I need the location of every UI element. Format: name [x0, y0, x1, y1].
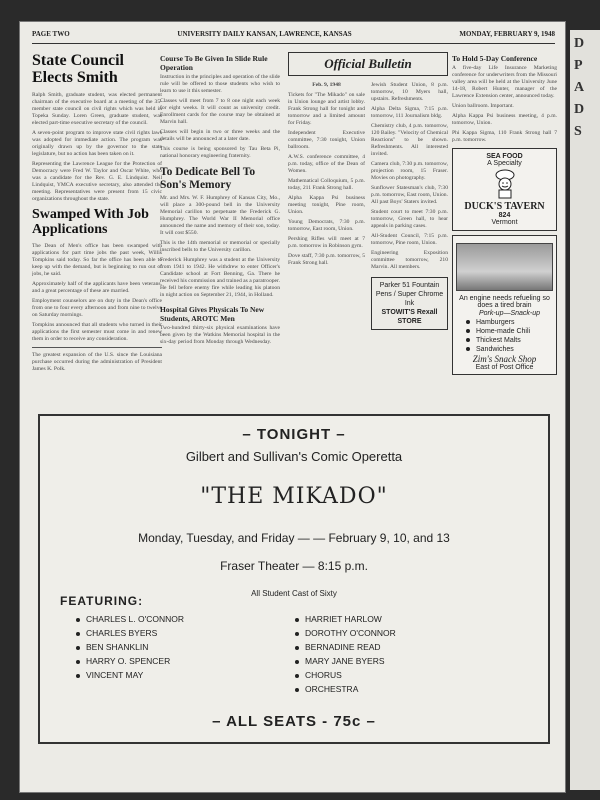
cast-member: CHORUS — [295, 668, 396, 682]
cast-member: BEN SHANKLIN — [76, 640, 184, 654]
headline-conference: To Hold 5-Day Conference — [452, 54, 538, 63]
ad-dates: Monday, Tuesday, and Friday — — February 9, 10, and 13 — [138, 531, 450, 545]
chef-icon — [492, 169, 518, 199]
bullet-icon — [295, 646, 299, 650]
article-text: Instruction in the principles and operation of the slide rule will be offered to those students who wish to learn to use it this semester. — [160, 74, 280, 94]
bullet-icon — [295, 688, 299, 692]
stowits-ad — [371, 277, 448, 330]
ad-address: 824 — [498, 212, 511, 219]
ad-tonight: – TONIGHT – — [242, 426, 346, 443]
bullet-icon — [76, 646, 80, 650]
bulletin-title: Official Bulletin — [288, 52, 448, 76]
bulletin-entry: A.W.S. conference committee, 4 p.m. today, office of the Dean of Women. — [288, 154, 365, 174]
article-text: Two-hundred thirty-six physical examinations have been given by the Watkins Memorial hospital in the six-day period from Monday through Wednesday. — [160, 325, 280, 345]
column-4 — [452, 48, 557, 418]
ad-price: – ALL SEATS - 75c – — [212, 713, 376, 730]
bullet-icon — [295, 618, 299, 622]
issue-date: MONDAY, FEBRUARY 9, 1948 — [459, 30, 555, 38]
bulletin-entry: Independent Executive committee, 7:30 tonight, Union ballroom. — [288, 130, 365, 150]
article-text: The Dean of Men's office has been swamped with applications for part time jobs the past week, Willis Tompkins said today. So far the office has been able to keep up with the demand, but is beginning to run out of jobs, he said. — [32, 243, 162, 277]
bullet-icon — [295, 674, 299, 678]
snack-shop-ad — [452, 235, 557, 375]
divider — [32, 347, 162, 348]
cast-member: HARRY O. SPENCER — [76, 654, 184, 668]
article-text: Classes will begin in two or three weeks and the details will be announced at a later date. — [160, 129, 280, 142]
bulletin-date: Feb. 9, 1948 — [312, 82, 341, 88]
bulletin-entry: Alpha Delta Sigma, 7:15 p.m. tomorrow, 111 Journalism bldg. — [371, 106, 448, 119]
newspaper-title: UNIVERSITY DAILY KANSAN, LAWRENCE, KANSAS — [177, 30, 352, 38]
bullet-icon — [295, 632, 299, 636]
bulletin-entry: Sunflower Statesman's club, 7:30 p.m. tomorrow, East room, Union. All past Boys' Staters invited. — [371, 185, 448, 205]
snack-menu — [456, 309, 553, 354]
article-text: Union ballroom. Important. — [452, 103, 514, 109]
bullet-icon — [295, 660, 299, 664]
bullet-icon — [466, 347, 470, 351]
article-text: Approximately half of the applicants have been veterans, and a great percentage of these are married. — [32, 281, 162, 294]
article-text: Tompkins announced that all students who turned in their applications the first semester must come in and renew them in order to receive any consideration. — [32, 322, 162, 342]
edge-letter: D — [574, 36, 585, 51]
cast-list-right — [295, 612, 396, 696]
article-text: A five-day Life Insurance Marketing conference for underwriters from the Missouri valley area will be held at the University June 14-18, Robert Hunter, manager of the Lawrence Extension center, announced today. — [452, 65, 557, 99]
article-text: Mr. and Mrs. W. F. Humphrey of Kansas City, Mo., will place a 300-pound bell in the University Memorial carillon to perpetuate the Frederick G. Humphrey. The World War II Memorial office announced the name and memory of their son, today. It will cost $550. — [160, 195, 280, 236]
cast-member: DOROTHY O'CONNOR — [295, 626, 396, 640]
ad-name: DUCK'S TAVERN — [464, 201, 545, 212]
article-text: Employment counselors are on duty in the Dean's office from one to four every afternoon and from nine to twelve on Saturday mornings. — [32, 298, 162, 318]
headline-hospital: Hospital Gives Physicals To New Students, AROTC Men — [160, 305, 265, 323]
headline-job-applications: Swamped With Job Applications — [32, 207, 149, 237]
cast-member: CHARLES L. O'CONNOR — [76, 612, 184, 626]
bulletin-entry: Chemistry club, 4 p.m. tomorrow, 120 Bailey. "Velocity of Chemical Reactions" to be shown. Refreshments. All interested invited. — [371, 123, 448, 157]
column-2 — [160, 48, 280, 408]
bulletin-right — [371, 82, 448, 330]
mikado-ad — [38, 414, 550, 744]
cast-member: MARY JANE BYERS — [295, 654, 396, 668]
bulletin-entry: Alpha Kappa Psi business meeting tonight, Pine room, Union. — [288, 195, 365, 215]
bulletin-columns — [288, 82, 448, 330]
bulletin-entry: Dove staff, 7:30 p.m. tomorrow, 5 Frank Strong hall. — [288, 253, 365, 266]
ad-cast: All Student Cast of Sixty — [251, 589, 337, 598]
column-1 — [32, 48, 162, 408]
stowits-ad-store: STOWIT'S Rexall STORE — [381, 309, 438, 325]
bullet-icon — [76, 660, 80, 664]
headline-slide-rule: Course To Be Given In Slide Rule Operation — [160, 54, 268, 72]
article-text: The greatest expansion of the U.S. since the Louisiana purchase occurred during the administration of President James K. Polk. — [32, 352, 162, 372]
article-text: This is the 14th memorial or memorial or specially inscribed bells to the University carillon. — [160, 240, 280, 253]
bulletin-entry: Camera club, 7:30 p.m. tomorrow, projection room, 15 Fraser. Movies on photography. — [371, 161, 448, 181]
ad-street: Vermont — [491, 219, 518, 226]
article-text: A seven-point program to improve state civil rights laws was adopted for immediate action. The program was originally drawn up by the governor to the state legislature, but no action has been taken on it. — [32, 130, 162, 157]
cast-member: ORCHESTRA — [295, 682, 396, 696]
ad-name: Zim's Snack Shop — [472, 354, 537, 364]
ad-line: A Specialty — [487, 160, 522, 167]
ad-line: SEA FOOD — [486, 153, 523, 160]
article-text: Ralph Smith, graduate student, was elected permanent chairman of the executive board at a meeting of the 35-member state council on civil rights which was held in Topeka Sunday. Loren Green, graduate student, was elected part-time executive secretary of the council. — [32, 92, 162, 126]
menu-item: Sandwiches — [466, 345, 553, 354]
cast-member: VINCENT MAY — [76, 668, 184, 682]
edge-letter: D — [574, 102, 585, 117]
bulletin-entry: Jewish Student Union, 8 p.m. tomorrow, 10 Myers hall, upstairs. Refreshments. — [371, 82, 448, 102]
bullet-icon — [466, 320, 470, 324]
ad-show-title: "THE MIKADO" — [200, 484, 388, 509]
ad-featuring-label: FEATURING: — [60, 594, 144, 608]
menu-item: Thickest Malts — [466, 336, 553, 345]
headline-dedicate-bell: To Dedicate Bell To Son's Memory — [160, 166, 256, 191]
edge-letter: P — [574, 58, 583, 73]
adjacent-page-edge — [570, 30, 600, 790]
bullet-icon — [76, 674, 80, 678]
bulletin-left — [288, 82, 365, 330]
article-text: Alpha Kappa Psi business meeting, 4 p.m. tomorrow, Union. — [452, 113, 557, 126]
masthead — [32, 30, 555, 44]
bullet-icon — [466, 338, 470, 342]
ad-location: East of Post Office — [475, 364, 534, 371]
article-text: Classes will meet from 7 to 8 one night each week for eight weeks. It will count as university credit. Enrollment cards for the course may be obtained at Marvin hall. — [160, 98, 280, 125]
ad-presenter: Gilbert and Sullivan's Comic Operetta — [185, 449, 403, 464]
page-number: PAGE TWO — [32, 30, 70, 38]
cast-member: BERNADINE READ — [295, 640, 396, 654]
article-text: Phi Kappa Sigma, 110 Frank Strong hall 7 p.m. tomorrow. — [452, 130, 557, 143]
edge-letter: S — [574, 124, 582, 139]
cast-list-left — [76, 612, 184, 682]
snack-shop-photo — [456, 243, 553, 291]
bulletin-entry: All-Student Council, 7:15 p.m. tomorrow, Pine room, Union. — [371, 233, 448, 246]
cast-member: HARRIET HARLOW — [295, 612, 396, 626]
stowits-ad-text: Parker 51 Fountain Pens / Super Chrome Ink — [375, 282, 444, 307]
article-text: Representing the Lawrence League for the Protection of Democracy were Fred W. Taylor and Oscar White, who was a candidate for the Rev. G. E. Lindquist. Neil Lindquist, YMCA executive secretary, also attended the meeting. Representatives were present from 15 civic organizations throughout the state. — [32, 161, 162, 202]
bulletin-entry: Tickets for "The Mikado" on sale in Union lounge and artist lobby. Frank Strong hall for tonight and tomorrow and a limited amount for Friday. — [288, 92, 365, 126]
bulletin-entry: Young Democrats, 7:30 p.m. tomorrow, East room, Union. — [288, 219, 365, 232]
menu-item: Home-made Chili — [466, 327, 553, 336]
headline-state-council: State Council Elects Smith — [32, 52, 124, 86]
newspaper-page — [20, 22, 565, 792]
bullet-icon — [76, 618, 80, 622]
bullet-icon — [466, 329, 470, 333]
article-text: This course is being sponsored by Tau Beta Pi, national honorary engineering fraternity. — [160, 146, 280, 159]
menu-item: Pork-up—Snack-up — [478, 310, 541, 317]
edge-letter: A — [574, 80, 585, 95]
ad-venue: Fraser Theater — 8:15 p.m. — [220, 559, 368, 573]
ad-tagline: An engine needs refueling so does a tired brain — [459, 295, 550, 309]
ducks-tavern-ad — [452, 148, 557, 231]
bulletin-entry: Student court to meet 7:30 p.m. tomorrow, Green hall, to hear appeals in parking cases. — [371, 209, 448, 229]
cast-member: CHARLES BYERS — [76, 626, 184, 640]
article-text: Frederick Humphrey was a student at the University from 1941 to 1942. He withdrew to enter Officer's Candidate school at Fort Benning, Ga. There he received his commission and trained as a paratrooper. He fell before enemy fire while leading his platoon in night action on September 21, 1944, in Holland. — [160, 257, 280, 298]
bulletin-entry: Mathematical Colloquium, 5 p.m. today, 211 Frank Strong hall. — [288, 178, 365, 191]
bulletin-entry: Pershing Rifles will meet at 7 p.m. tomorrow in Robinson gym. — [288, 236, 365, 249]
menu-item: Hamburgers — [466, 318, 553, 327]
bulletin-entry: Engineering Exposition committee tomorrow, 210 Marvin. All members. — [371, 250, 448, 270]
bullet-icon — [76, 632, 80, 636]
official-bulletin — [288, 48, 448, 416]
